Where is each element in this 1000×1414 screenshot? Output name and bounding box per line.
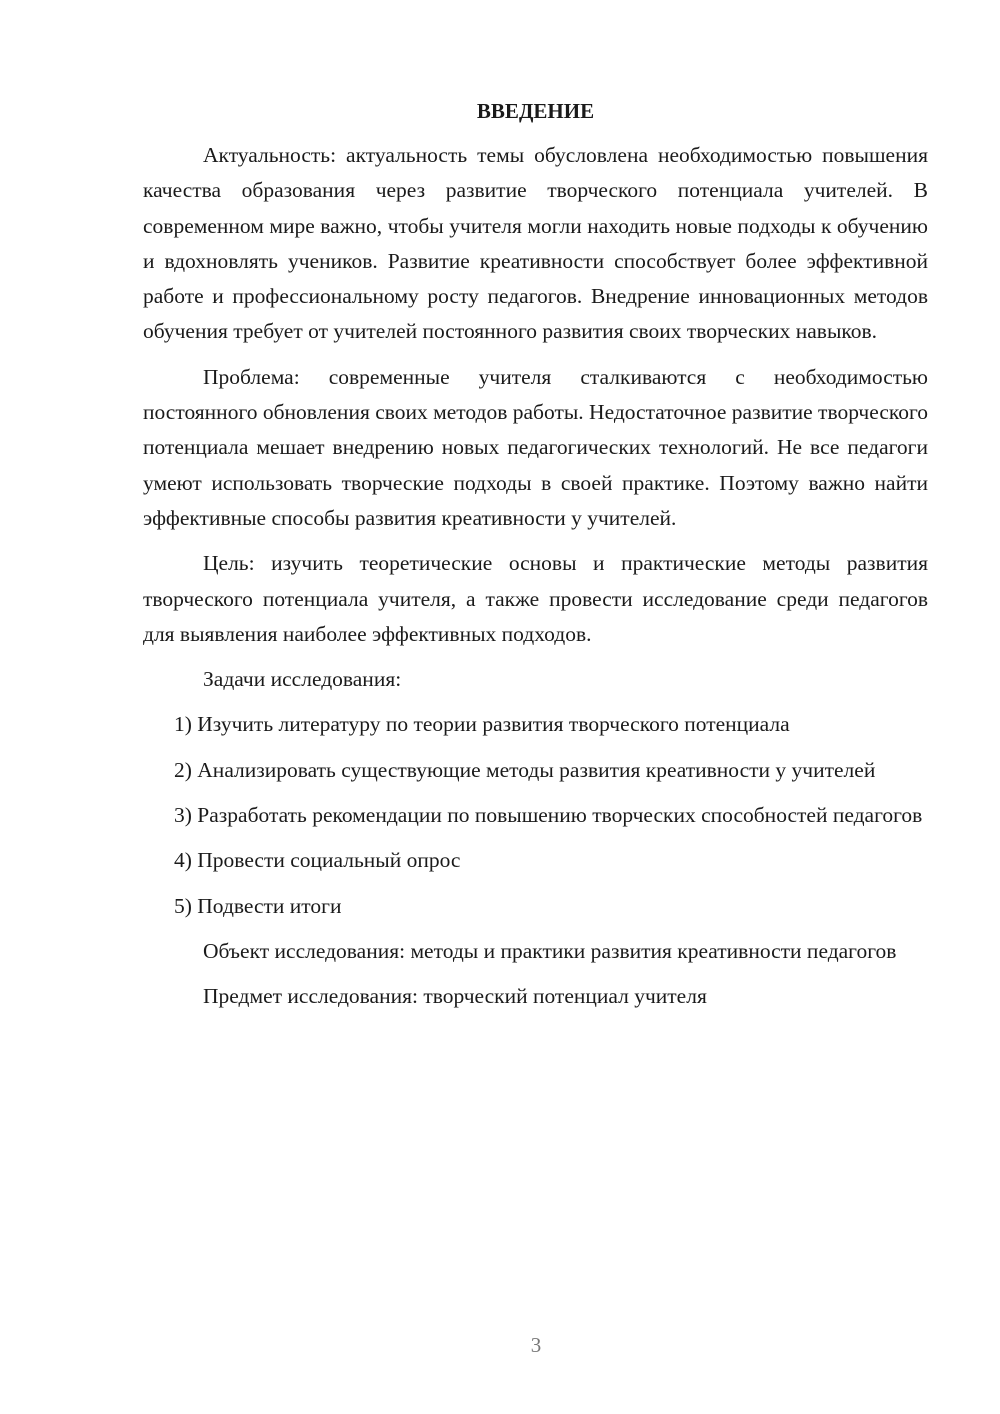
list-item: 2) Анализировать существующие методы развития креативности у учителей: [174, 757, 876, 782]
goal-paragraph: Цель: изучить теоретические основы и практические методы развития творческого потенциала учителя, а также провести исследование среди педагогов для выявления наиболее эффективных подходов.: [143, 551, 928, 646]
tasks-list: [143, 707, 928, 923]
subject-paragraph: Предмет исследования: творческий потенциал учителя: [203, 984, 707, 1009]
page-number: 3: [530, 1333, 542, 1357]
page-title: ВВЕДЕНИЕ: [476, 99, 595, 123]
relevance-paragraph: Актуальность: актуальность темы обусловлена необходимостью повышения качества образования через развитие творческого потенциала учителей. В современном мире важно, чтобы учителя могли находить новые подходы к обучению и вдохновлять учеников. Развитие креативности способствует более эффективной работе и профессиональному росту педагогов. Внедрение инновационных методов обучения требует от учителей постоянного развития своих творческих навыков.: [143, 143, 928, 344]
problem-paragraph: Проблема: современные учителя сталкиваются с необходимостью постоянного обновления своих методов работы. Недостаточное развитие творческого потенциала мешает внедрению новых педагогических технологий. Не все педагоги умеют использовать творческие подходы в своей практике. Поэтому важно найти эффективные способы развития креативности у учителей.: [143, 364, 928, 530]
object-paragraph: Объект исследования: методы и практики развития креативности педагогов: [203, 938, 897, 963]
list-item: 5) Подвести итоги: [174, 893, 342, 918]
document-page: [143, 96, 928, 1025]
list-item: 3) Разработать рекомендации по повышению творческих способностей педагогов: [174, 803, 923, 828]
list-item: 1) Изучить литературу по теории развития творческого потенциала: [174, 712, 790, 737]
tasks-heading: Задачи исследования:: [203, 667, 402, 692]
list-item: 4) Провести социальный опрос: [174, 848, 461, 873]
